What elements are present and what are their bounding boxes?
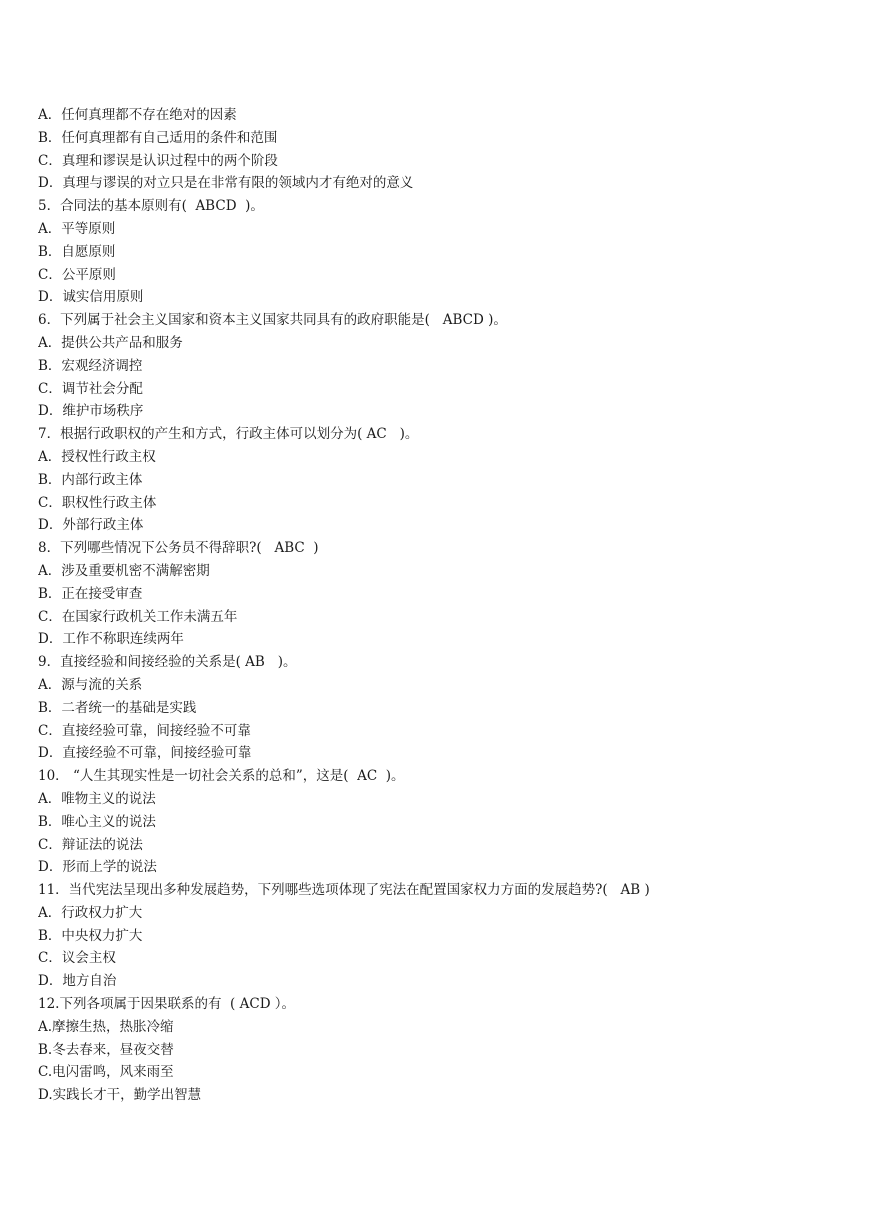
answer-option: D.实践长才干，勤学出智慧 xyxy=(38,1087,202,1104)
answer-option: B.冬去春来，昼夜交替 xyxy=(38,1041,174,1058)
answer-option: A．授权性行政主权 xyxy=(38,448,156,465)
answer-option: C.电闪雷鸣，风来雨至 xyxy=(38,1064,174,1081)
question-stem: 10． “人生其现实性是一切社会关系的总和”，这是( AC )。 xyxy=(38,768,405,785)
answer-option: C．直接经验可靠，间接经验不可靠 xyxy=(38,722,251,739)
answer-option: D．形而上学的说法 xyxy=(38,859,157,876)
answer-option: C．真理和谬误是认识过程中的两个阶段 xyxy=(38,152,278,169)
answer-option: C．辩证法的说法 xyxy=(38,836,143,853)
question-stem: 12.下列各项属于因果联系的有 ( ACD ）。 xyxy=(38,996,296,1013)
answer-option: B．内部行政主体 xyxy=(38,471,143,488)
answer-option: B．任何真理都有自己适用的条件和范围 xyxy=(38,129,278,146)
answer-option: D．外部行政主体 xyxy=(38,517,144,534)
question-stem: 8．下列哪些情况下公务员不得辞职?( ABC ) xyxy=(38,540,319,557)
answer-option: D．维护市场秩序 xyxy=(38,403,144,420)
answer-option: A．任何真理都不存在绝对的因素 xyxy=(38,107,237,123)
answer-option: A．行政权力扩大 xyxy=(38,904,143,921)
answer-option: B．二者统一的基础是实践 xyxy=(38,699,197,716)
answer-option: A．涉及重要机密不满解密期 xyxy=(38,562,210,579)
answer-option: A．唯物主义的说法 xyxy=(38,790,156,807)
answer-option: D．直接经验不可靠，间接经验可靠 xyxy=(38,745,252,762)
answer-option: C．职权性行政主体 xyxy=(38,494,157,511)
answer-option: D．诚实信用原则 xyxy=(38,289,144,306)
question-stem: 9．直接经验和间接经验的关系是( AB )。 xyxy=(38,654,297,671)
question-list xyxy=(38,104,848,1107)
answer-option: D．真理与谬误的对立只是在非常有限的领域内才有绝对的意义 xyxy=(38,175,414,192)
question-stem: 5．合同法的基本原则有( ABCD )。 xyxy=(38,198,264,215)
question-stem: 6．下列属于社会主义国家和资本主义国家共同具有的政府职能是( ABCD )。 xyxy=(38,312,507,329)
answer-option: B．正在接受审查 xyxy=(38,585,143,602)
answer-option: B．自愿原则 xyxy=(38,243,116,260)
answer-option: B．唯心主义的说法 xyxy=(38,813,156,830)
answer-option: B．中央权力扩大 xyxy=(38,927,143,944)
answer-option: B．宏观经济调控 xyxy=(38,357,143,374)
question-stem: 7．根据行政职权的产生和方式，行政主体可以划分为( AC )。 xyxy=(38,426,419,443)
answer-option: D．地方自治 xyxy=(38,973,117,990)
answer-option: D．工作不称职连续两年 xyxy=(38,631,184,648)
answer-option: C．在国家行政机关工作未满五年 xyxy=(38,608,238,625)
answer-option: A．提供公共产品和服务 xyxy=(38,334,183,351)
answer-option: C．公平原则 xyxy=(38,266,116,283)
question-stem: 11．当代宪法呈现出多种发展趋势，下列哪些选项体现了宪法在配置国家权力方面的发展趋势?( AB ) xyxy=(38,882,650,899)
answer-option: A.摩擦生热，热胀冷缩 xyxy=(38,1018,174,1035)
answer-option: C．调节社会分配 xyxy=(38,380,143,397)
answer-option: A．平等原则 xyxy=(38,220,116,237)
answer-option: A．源与流的关系 xyxy=(38,676,143,693)
answer-option: C．议会主权 xyxy=(38,950,116,967)
